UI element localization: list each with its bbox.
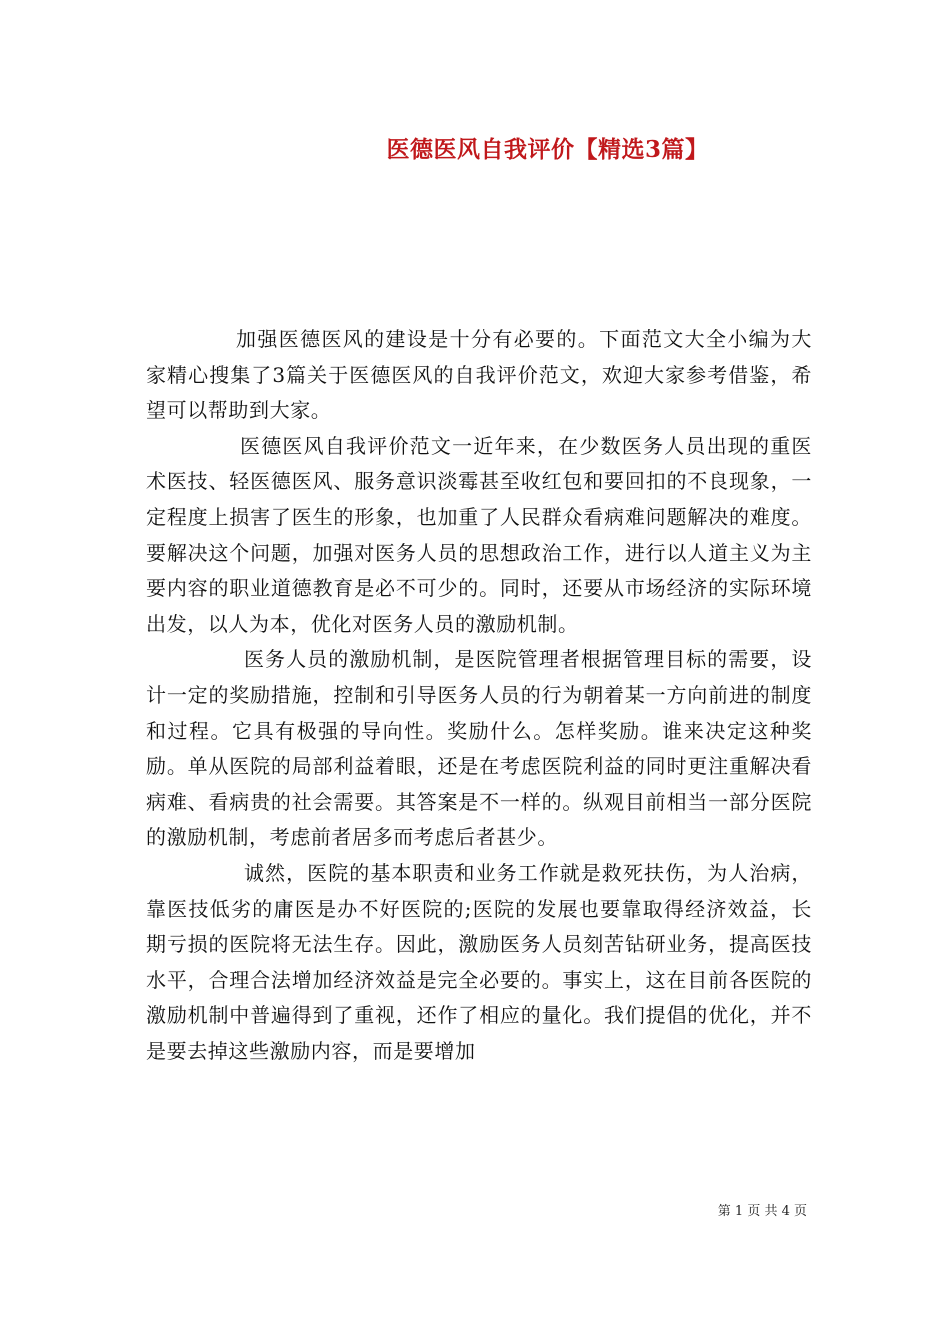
paragraph-hospital-duties: 诚然，医院的基本职责和业务工作就是救死扶伤，为人治病，靠医技低劣的庸医是办不好医院的;医院的发展也要靠取得经济效益，长期亏损的医院将无法生存。因此，激励医务人员刻苦钻研业务，提高医技水平，合理合法增加经济效益是完全必要的。事实上，这在目前各医院的激励机制中普遍得到了重视，还作了相应的量化。我们提倡的优化，并不是要去掉这些激励内容，而是要增加 [146,860,812,1063]
paragraph-incentive-mechanism: 医务人员的激励机制，是医院管理者根据管理目标的需要，设计一定的奖励措施，控制和引导医务人员的行为朝着某一方向前进的制度和过程。它具有极强的导向性。奖励什么。怎样奖励。谁来决定这种奖励。单从医院的局部利益着眼，还是在考虑医院利益的同时更注重解决看病难、看病贵的社会需要。其答案是不一样的。纵观目前相当一部分医院的激励机制，考虑前者居多而考虑后者甚少。 [146,647,812,850]
paragraph-essay-one: 医德医风自我评价范文一近年来，在少数医务人员出现的重医术医技、轻医德医风、服务意识淡霉甚至收红包和要回扣的不良现象，一定程度上损害了医生的形象，也加重了人民群众看病难问题解决的难度。要解决这个问题，加强对医务人员的思想政治工作，进行以人道主义为主要内容的职业道德教育是必不可少的。同时，还要从市场经济的实际环境出发，以人为本，优化对医务人员的激励机制。 [146,433,812,636]
page-footer: 第 1 页 共 4 页 [717,1204,807,1219]
document-body [146,322,812,1069]
paragraph-intro: 加强医德医风的建设是十分有必要的。下面范文大全小编为大家精心搜集了3篇关于医德医风的自我评价范文，欢迎大家参考借鉴，希望可以帮助到大家。 [146,327,812,423]
document-title: 医德医风自我评价【精选3篇】 [386,136,709,163]
